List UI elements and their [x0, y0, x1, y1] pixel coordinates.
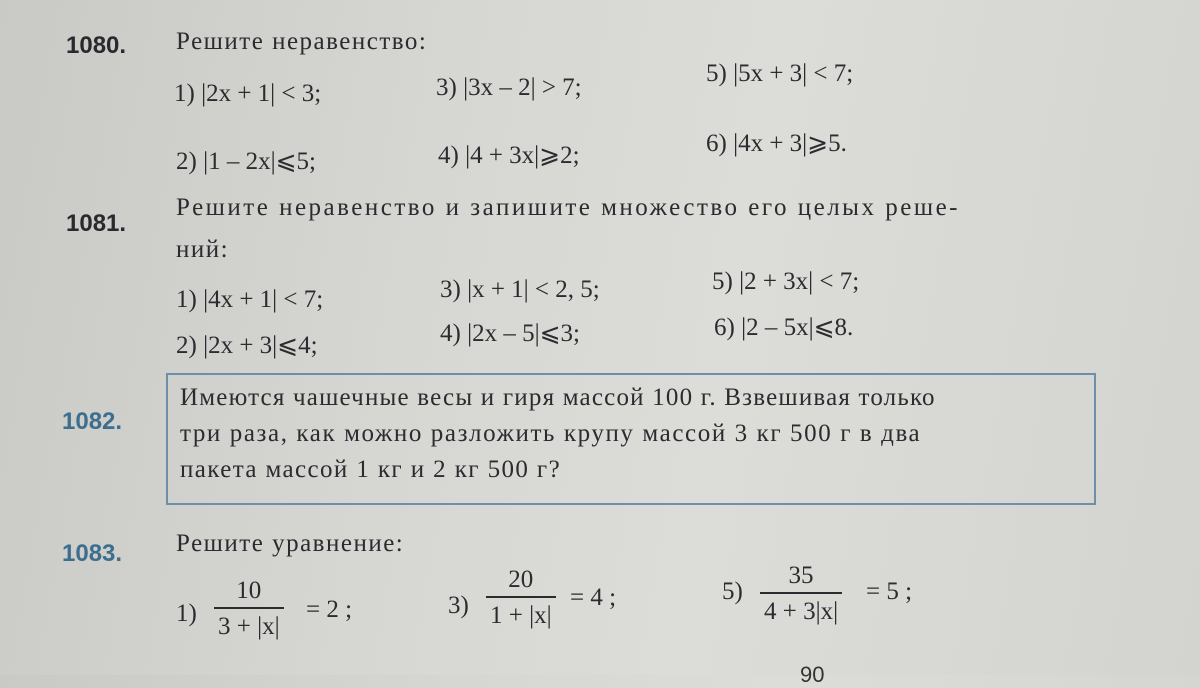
problem-1080-item-1: 1) |2x + 1| < 3;	[174, 80, 322, 107]
fraction-numerator: 10	[236, 577, 262, 604]
problem-1081-title-line1: Решите неравенство и запишите множество его целых реше-	[176, 194, 960, 221]
problem-1080-item-4: 4) |4 + 3x|⩾2;	[438, 142, 580, 169]
fraction-denominator: 4 + 3|x|	[760, 592, 842, 626]
problem-1081-item-4: 4) |2x – 5|⩽3;	[440, 320, 580, 347]
problem-1080-item-6: 6) |4x + 3|⩾5.	[706, 130, 847, 157]
problem-1083-title: Решите уравнение:	[176, 530, 405, 557]
fraction-denominator: 3 + |x|	[214, 607, 284, 641]
problem-1080-number: 1080.	[66, 32, 127, 59]
problem-1083-item-3-fraction	[486, 566, 556, 630]
problem-1080-item-5: 5) |5x + 3| < 7;	[706, 60, 854, 87]
problem-1082-number: 1082.	[62, 408, 123, 435]
problem-1083-item-1-label: 1)	[176, 600, 197, 627]
problem-1081-title-line2: ний:	[176, 236, 230, 263]
problem-1083-item-5-fraction	[760, 562, 842, 626]
problem-1080-item-3: 3) |3x – 2| > 7;	[436, 74, 582, 101]
problem-1083-item-5-label: 5)	[722, 578, 743, 605]
problem-1083-item-3-label: 3)	[448, 592, 469, 619]
problem-1080-title: Решите неравенство:	[176, 28, 428, 55]
problem-1083-item-1-fraction	[214, 577, 284, 641]
problem-1083-item-3-rhs: = 4 ;	[570, 584, 617, 611]
problem-1083-number: 1083.	[62, 540, 123, 567]
problem-1082-line-3: пакета массой 1 кг и 2 кг 500 г?	[180, 456, 562, 483]
page-number: 90	[800, 662, 825, 687]
problem-1081-number: 1081.	[66, 210, 127, 237]
problem-1081-item-6: 6) |2 – 5x|⩽8.	[714, 314, 854, 341]
problem-1081-item-5: 5) |2 + 3x| < 7;	[712, 268, 860, 295]
problem-1081-item-3: 3) |x + 1| < 2, 5;	[440, 276, 600, 303]
problem-1081-item-1: 1) |4x + 1| < 7;	[176, 286, 324, 313]
problem-1081-item-2: 2) |2x + 3|⩽4;	[176, 332, 318, 359]
fraction-denominator: 1 + |x|	[486, 596, 556, 630]
fraction-numerator: 20	[508, 566, 534, 593]
fraction-numerator: 35	[788, 562, 814, 589]
problem-1083-item-1-rhs: = 2 ;	[306, 596, 353, 623]
problem-1080-item-2: 2) |1 – 2x|⩽5;	[176, 148, 316, 175]
problem-1082-line-2: три раза, как можно разложить крупу массой 3 кг 500 г в два	[180, 420, 922, 447]
problem-1083-item-5-rhs: = 5 ;	[866, 578, 913, 605]
problem-1082-line-1: Имеются чашечные весы и гиря массой 100 г. Взвешивая только	[180, 384, 936, 411]
